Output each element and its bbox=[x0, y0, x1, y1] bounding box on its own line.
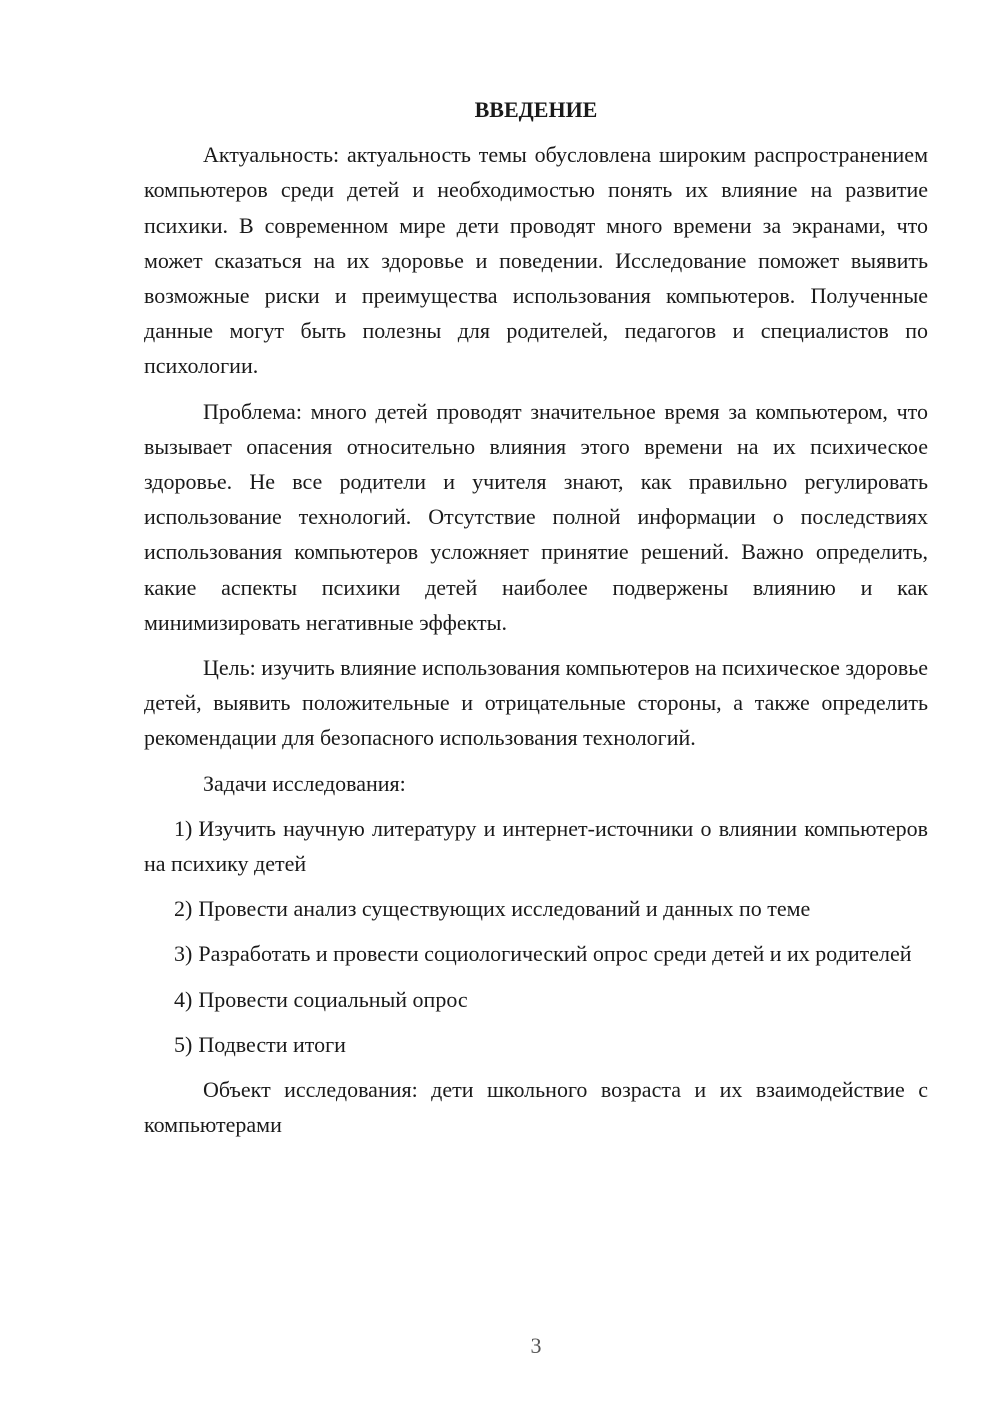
task-item bbox=[144, 1027, 928, 1062]
task-number: 1) bbox=[174, 815, 193, 841]
task-item bbox=[144, 936, 928, 971]
tasks-title: Задачи исследования: bbox=[203, 770, 406, 796]
task-item bbox=[144, 982, 928, 1017]
goal-paragraph: Цель: изучить влияние использования компьютеров на психическое здоровье детей, выявить положительные и отрицательные стороны, а также определить рекомендации для безопасного использования технологий. bbox=[144, 655, 929, 751]
task-number: 3) bbox=[174, 941, 193, 967]
page-number: 3 bbox=[530, 1333, 542, 1358]
relevance-paragraph: Актуальность: актуальность темы обусловлена широким распространением компьютеров среди детей и необходимостью понять их влияние на развитие психики. В современном мире дети проводят много времени за экранами, что может сказаться на их здоровье и поведении. Исследование поможет выявить возможные риски и преимущества использования компьютеров. Полученные данные могут быть полезны для родителей, педагогов и специалистов по психологии. bbox=[144, 142, 928, 379]
task-item bbox=[144, 811, 928, 881]
task-text: Провести социальный опрос bbox=[198, 986, 468, 1012]
task-number: 4) bbox=[174, 986, 193, 1012]
task-number: 2) bbox=[174, 896, 193, 922]
tasks-list bbox=[144, 811, 928, 1062]
section-heading: ВВЕДЕНИЕ bbox=[474, 97, 598, 122]
task-text: Подвести итоги bbox=[198, 1031, 346, 1057]
task-text: Провести анализ существующих исследований и данных по теме bbox=[198, 896, 811, 922]
document-page bbox=[144, 92, 928, 1152]
task-text: Изучить научную литературу и интернет-источники о влиянии компьютеров на психику детей bbox=[144, 815, 928, 877]
problem-paragraph: Проблема: много детей проводят значительное время за компьютером, что вызывает опасения относительно влияния этого времени на их психическое здоровье. Не все родители и учителя знают, как правильно регулировать использование технологий. Отсутствие полной информации о последствиях использования компьютеров усложняет принятие решений. Важно определить, какие аспекты психики детей наиболее подвержены влиянию и как минимизировать негативные эффекты. bbox=[144, 398, 928, 635]
object-paragraph: Объект исследования: дети школьного возраста и их взаимодействие с компьютерами bbox=[144, 1077, 928, 1138]
task-text: Разработать и провести социологический опрос среди детей и их родителей bbox=[198, 941, 912, 967]
task-item bbox=[144, 891, 928, 926]
task-number: 5) bbox=[174, 1031, 193, 1057]
